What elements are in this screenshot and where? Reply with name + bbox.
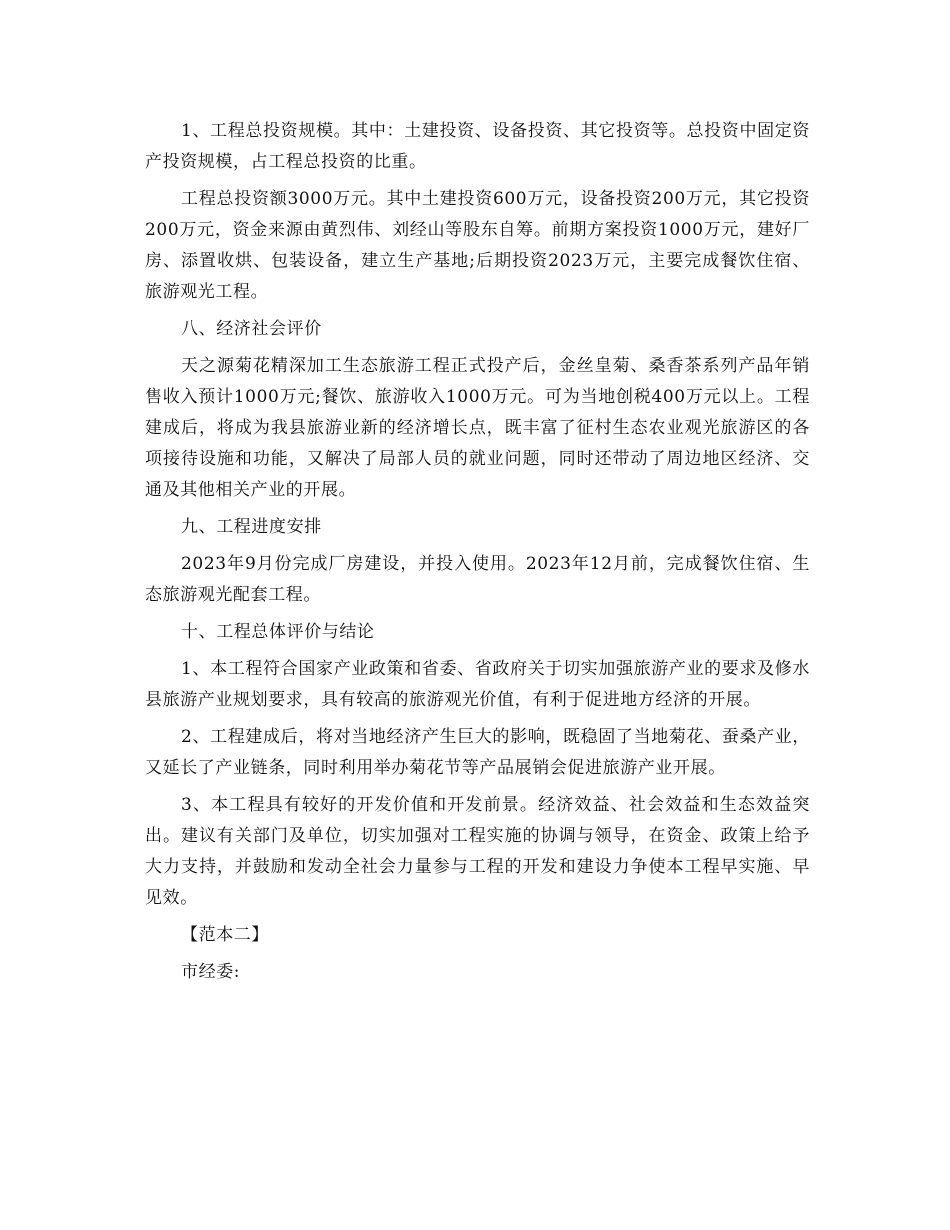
paragraph-economic-evaluation: 天之源菊花精深加工生态旅游工程正式投产后，金丝皇菊、桑香茶系列产品年销售收入预计1000万元;餐饮、旅游收入1000万元。可为当地创税400万元以上。工程建成后，将成为我县旅游业新的经济增长点，既丰富了征村生态农业观光旅游区的各项接待设施和功能，又解决了局部人员的就业问题，同时还带动了周边地区经济、交通及其他相关产业的开展。 [145,356,810,500]
paragraph-schedule: 2023年9月份完成厂房建设，并投入使用。2023年12月前，完成餐饮住宿、生态旅游观光配套工程。 [145,554,810,605]
paragraph-investment-amount: 工程总投资额3000万元。其中土建投资600万元，设备投资200万元，其它投资200万元，资金来源由黄烈伟、刘经山等股东自筹。前期方案投资1000万元，建好厂房、添置收烘、包装设备，建立生产基地;后期投资2023万元，主要完成餐饮住宿、旅游观光工程。 [145,189,810,302]
paragraph-conclusion-2: 2、工程建成后，将对当地经济产生巨大的影响，既稳固了当地菊花、蚕桑产业，又延长了产业链条，同时利用举办菊花节等产品展销会促进旅游产业开展。 [145,727,810,778]
heading-schedule: 九、工程进度安排 [181,517,322,537]
heading-conclusion: 十、工程总体评价与结论 [181,622,375,642]
paragraph-investment-scale: 1、工程总投资规模。其中：土建投资、设备投资、其它投资等。总投资中固定资产投资规模，占工程总投资的比重。 [145,121,810,172]
heading-economic-social-evaluation: 八、经济社会评价 [181,319,322,339]
paragraph-conclusion-3: 3、本工程具有较好的开发价值和开发前景。经济效益、社会效益和生态效益突出。建议有关部门及单位，切实加强对工程实施的协调与领导，在资金、政策上给予大力支持，并鼓励和发动全社会力量参与工程的开发和建设力争使本工程早实施、早见效。 [145,795,810,908]
paragraph-salutation: 市经委: [181,962,241,982]
document-page [145,116,810,994]
heading-template-two: 【范本二】 [181,925,269,945]
paragraph-conclusion-1: 1、本工程符合国家产业政策和省委、省政府关于切实加强旅游产业的要求及修水县旅游产业规划要求，具有较高的旅游观光价值，有利于促进地方经济的开展。 [145,659,810,710]
